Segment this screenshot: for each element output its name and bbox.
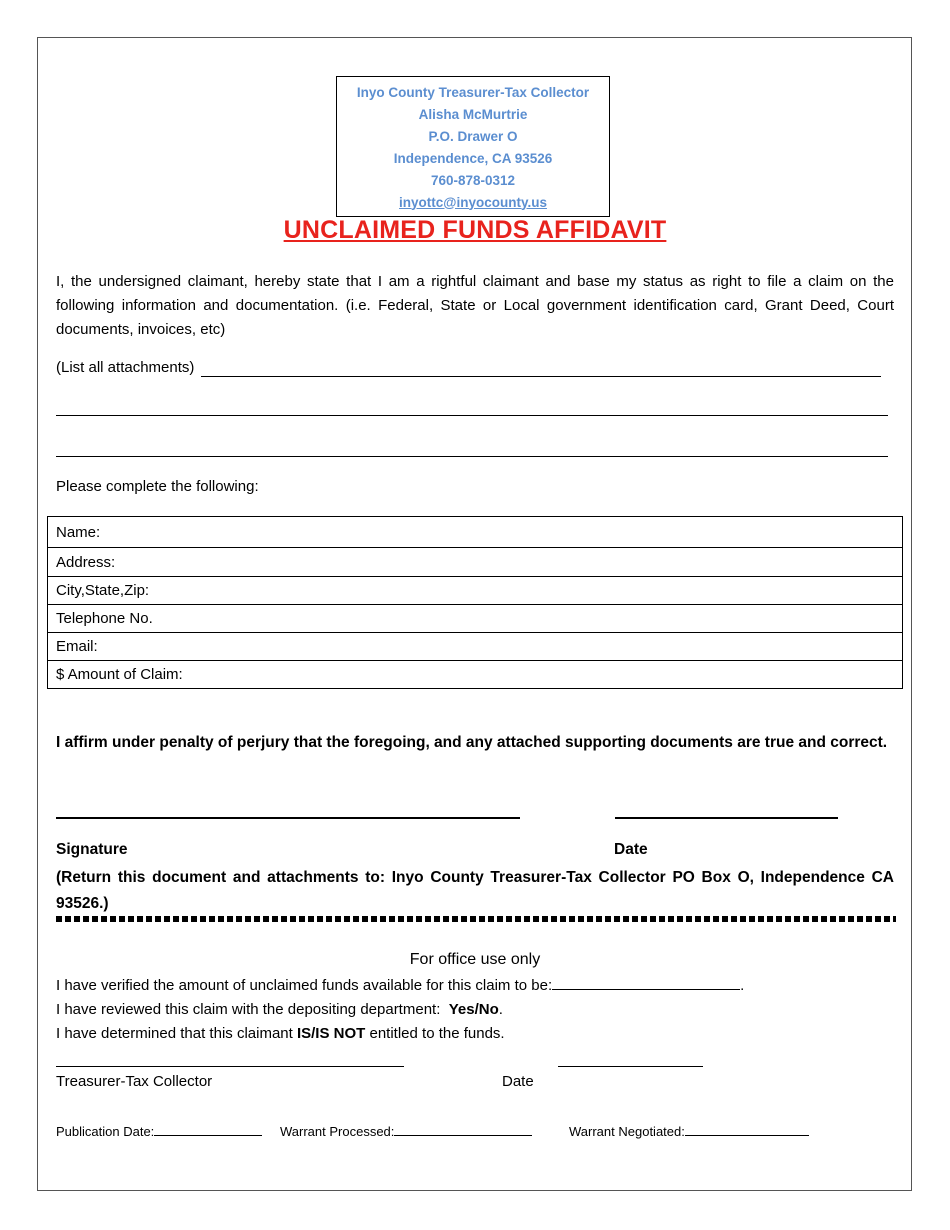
city-state-zip: Independence, CA 93526 bbox=[393, 150, 553, 166]
page-title: UNCLAIMED FUNDS AFFIDAVIT bbox=[283, 216, 667, 244]
warrant-processed-blank[interactable] bbox=[394, 1124, 532, 1136]
office-name: Inyo County Treasurer-Tax Collector bbox=[356, 85, 590, 100]
determined-line: I have determined that this claimant IS/IS NOT entitled to the funds. bbox=[56, 1025, 505, 1042]
treasurer-name: Alisha McMurtrie bbox=[418, 106, 528, 122]
field-city-state-zip[interactable]: City,State,Zip: bbox=[48, 577, 902, 605]
date-line[interactable] bbox=[615, 817, 838, 819]
address-box bbox=[336, 76, 610, 217]
verified-amount-blank[interactable] bbox=[552, 977, 740, 990]
publication-date: Publication Date: bbox=[56, 1124, 262, 1139]
signature-line[interactable] bbox=[56, 817, 520, 819]
field-address[interactable]: Address: bbox=[48, 548, 902, 577]
attachments-line-2[interactable] bbox=[56, 415, 888, 416]
return-note: (Return this document and attachments to: Inyo County Treasurer-Tax Collector PO Box O, Independence CA 93526.) bbox=[56, 869, 894, 912]
warrant-negotiated: Warrant Negotiated: bbox=[569, 1124, 809, 1139]
office-use-heading: For office use only bbox=[409, 951, 541, 968]
field-email[interactable]: Email: bbox=[48, 633, 902, 661]
warrant-processed: Warrant Processed: bbox=[280, 1124, 532, 1139]
collector-signature-line[interactable] bbox=[56, 1066, 404, 1067]
publication-date-blank[interactable] bbox=[154, 1124, 262, 1136]
attachments-line-3[interactable] bbox=[56, 456, 888, 457]
field-amount[interactable]: $ Amount of Claim: bbox=[56, 666, 183, 683]
phone-number: 760-878-0312 bbox=[430, 172, 516, 188]
field-name[interactable]: Name: bbox=[48, 517, 902, 548]
attachments-label: (List all attachments) bbox=[56, 359, 195, 376]
signature-label: Signature bbox=[56, 841, 128, 858]
warrant-negotiated-blank[interactable] bbox=[685, 1124, 809, 1136]
complete-label: Please complete the following: bbox=[56, 478, 259, 495]
collector-date-line[interactable] bbox=[558, 1066, 703, 1067]
reviewed-line: I have reviewed this claim with the depositing department: Yes/No. bbox=[56, 1001, 503, 1018]
date-label: Date bbox=[614, 841, 648, 858]
collector-label: Treasurer-Tax Collector bbox=[56, 1073, 213, 1090]
field-telephone[interactable]: Telephone No. bbox=[48, 605, 902, 633]
intro-paragraph: I, the undersigned claimant, hereby state that I am a rightful claimant and base my status as right to file a claim on the following information and documentation. (i.e. Federal, State or Local government identification card, Grant Deed, Court documents, invoices, etc) bbox=[56, 273, 894, 338]
email-link[interactable]: inyottc@inyocounty.us bbox=[399, 194, 547, 210]
separator-line bbox=[56, 916, 896, 922]
collector-date-label: Date bbox=[502, 1073, 534, 1090]
attachments-line-1[interactable] bbox=[201, 376, 881, 377]
claimant-info-table bbox=[47, 516, 903, 689]
verified-line: I have verified the amount of unclaimed funds available for this claim to be: . bbox=[56, 977, 745, 994]
po-drawer: P.O. Drawer O bbox=[428, 128, 518, 144]
affirm-statement: I affirm under penalty of perjury that the foregoing, and any attached supporting documents are true and correct. bbox=[56, 734, 888, 751]
